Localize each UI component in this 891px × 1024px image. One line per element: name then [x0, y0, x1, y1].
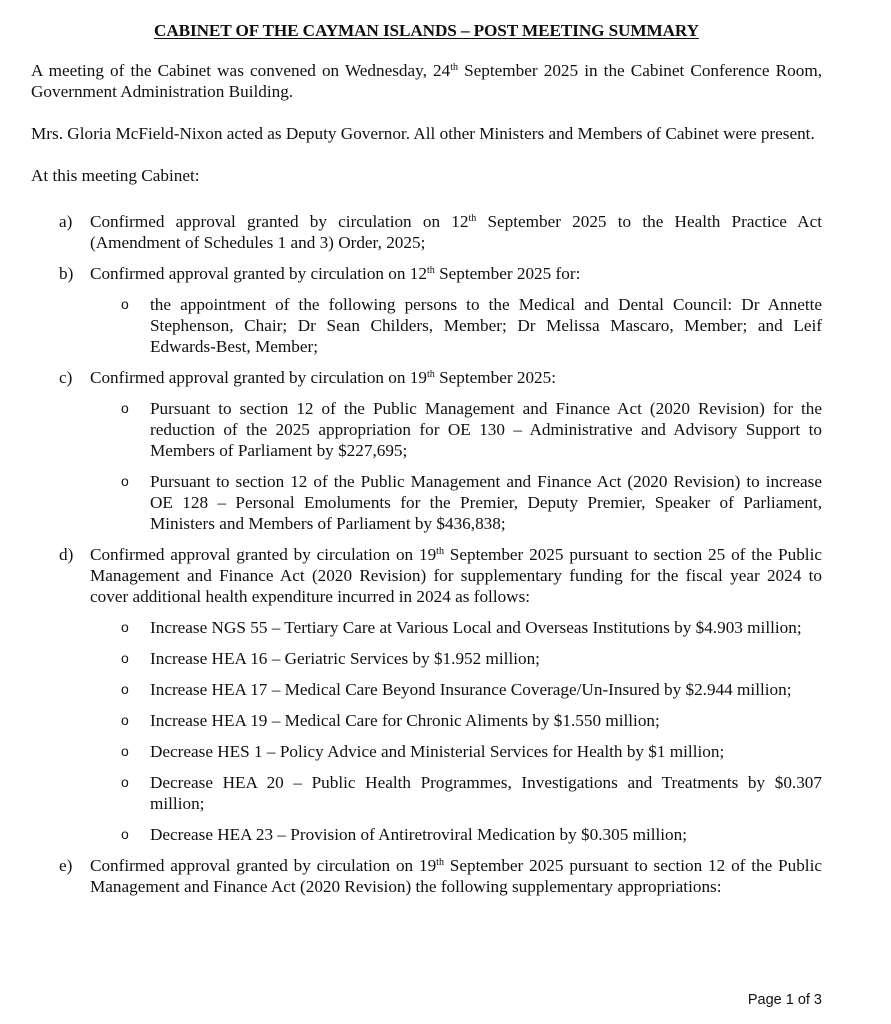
sub-list	[90, 398, 822, 534]
decision-item-c	[31, 367, 822, 534]
sub-item-text: Pursuant to section 12 of the Public Management and Finance Act (2020 Revision) to increase OE 128 – Personal Emoluments for the Premier, Deputy Premier, Speaker of Parliament, Ministers and Members of Parliament by $436,838;	[150, 472, 822, 533]
hollow-bullet-icon: o	[121, 400, 129, 416]
item-text-cont: September 2025:	[434, 368, 557, 387]
hollow-bullet-icon: o	[121, 712, 129, 728]
item-text: Confirmed approval granted by circulation on 19	[90, 545, 437, 564]
document-page	[31, 20, 822, 907]
sub-item-text: Decrease HEA 20 – Public Health Programmes, Investigations and Treatments by $0.307 million;	[150, 773, 822, 813]
item-text: Confirmed approval granted by circulation on 12	[90, 264, 427, 283]
sub-item-text: the appointment of the following persons to the Medical and Dental Council: Dr Annette Stephenson, Chair; Dr Sean Childers, Member; Dr Melissa Mascaro, Member; and Leif Edwards-Best, Member;	[150, 295, 822, 356]
meeting-intro-paragraph	[31, 60, 822, 102]
sub-item-text: Increase NGS 55 – Tertiary Care at Various Local and Overseas Institutions by $4.903 million;	[150, 618, 802, 637]
intro-text-cont: September 2025 in the Cabinet Conference Room, Government Administration Building.	[31, 61, 822, 101]
sub-item-text: Increase HEA 19 – Medical Care for Chronic Aliments by $1.550 million;	[150, 711, 660, 730]
cabinet-lead-in: At this meeting Cabinet:	[31, 166, 200, 185]
hollow-bullet-icon: o	[121, 826, 129, 842]
document-title: CABINET OF THE CAYMAN ISLANDS – POST MEETING SUMMARY	[154, 21, 699, 40]
sub-item	[90, 679, 822, 700]
item-text-cont: September 2025 for:	[434, 264, 581, 283]
item-text: Confirmed approval granted by circulation on 19	[90, 368, 427, 387]
ordinal-suffix: th	[426, 265, 435, 276]
ordinal-suffix: th	[436, 857, 444, 868]
item-text-cont: September 2025 pursuant to section 12 of the Public Management and Finance Act (2020 Revision) the following supplementary appropriations:	[90, 856, 822, 896]
item-label: d)	[59, 545, 74, 564]
sub-list	[90, 294, 822, 357]
sub-item	[90, 710, 822, 731]
item-label: a)	[59, 212, 73, 231]
sub-item	[90, 398, 822, 461]
intro-text: A meeting of the Cabinet was convened on Wednesday, 24	[31, 61, 451, 80]
sub-item	[90, 772, 822, 814]
hollow-bullet-icon: o	[121, 619, 129, 635]
ordinal-suffix: th	[426, 369, 435, 380]
item-label: b)	[59, 264, 74, 283]
sub-item-text: Increase HEA 17 – Medical Care Beyond Insurance Coverage/Un-Insured by $2.944 million;	[150, 680, 792, 699]
item-text-cont: September 2025 to the Health Practice Act (Amendment of Schedules 1 and 3) Order, 2025;	[90, 212, 822, 252]
ordinal-suffix: th	[436, 546, 444, 557]
sub-item	[90, 741, 822, 762]
sub-item	[90, 617, 822, 638]
item-text-cont: September 2025 pursuant to section 25 of the Public Management and Finance Act (2020 Revision) for supplementary funding for the fiscal year 2024 to cover additional health expenditure incurred in 2024 as follows:	[90, 545, 822, 606]
ordinal-suffix: th	[450, 62, 458, 73]
hollow-bullet-icon: o	[121, 473, 129, 489]
decision-item-a	[31, 211, 822, 253]
hollow-bullet-icon: o	[121, 743, 129, 759]
sub-item	[90, 648, 822, 669]
decision-item-e	[31, 855, 822, 897]
sub-item-text: Decrease HEA 23 – Provision of Antiretroviral Medication by $0.305 million;	[150, 825, 688, 844]
item-label: c)	[59, 368, 73, 387]
sub-list	[90, 617, 822, 845]
hollow-bullet-icon: o	[121, 774, 129, 790]
hollow-bullet-icon: o	[121, 650, 129, 666]
item-text: Confirmed approval granted by circulation on 19	[90, 856, 437, 875]
item-label: e)	[59, 856, 73, 875]
sub-item	[90, 824, 822, 845]
page-number: Page 1 of 3	[747, 992, 822, 1008]
decision-item-d	[31, 544, 822, 845]
hollow-bullet-icon: o	[121, 296, 129, 312]
decisions-list	[31, 211, 822, 897]
sub-item-text: Increase HEA 16 – Geriatric Services by $1.952 million;	[150, 649, 540, 668]
sub-item	[90, 471, 822, 534]
ordinal-suffix: th	[468, 213, 477, 224]
item-text: Confirmed approval granted by circulation on 12	[90, 212, 469, 231]
decision-item-b	[31, 263, 822, 357]
hollow-bullet-icon: o	[121, 681, 129, 697]
sub-item-text: Pursuant to section 12 of the Public Management and Finance Act (2020 Revision) for the reduction of the 2025 appropriation for OE 130 – Administrative and Advisory Support to Members of Parliament by $227,695;	[150, 399, 822, 460]
sub-item	[90, 294, 822, 357]
sub-item-text: Decrease HES 1 – Policy Advice and Ministerial Services for Health by $1 million;	[150, 742, 725, 761]
attendance-paragraph: Mrs. Gloria McField-Nixon acted as Deputy Governor. All other Ministers and Members of Cabinet were present.	[31, 124, 815, 143]
